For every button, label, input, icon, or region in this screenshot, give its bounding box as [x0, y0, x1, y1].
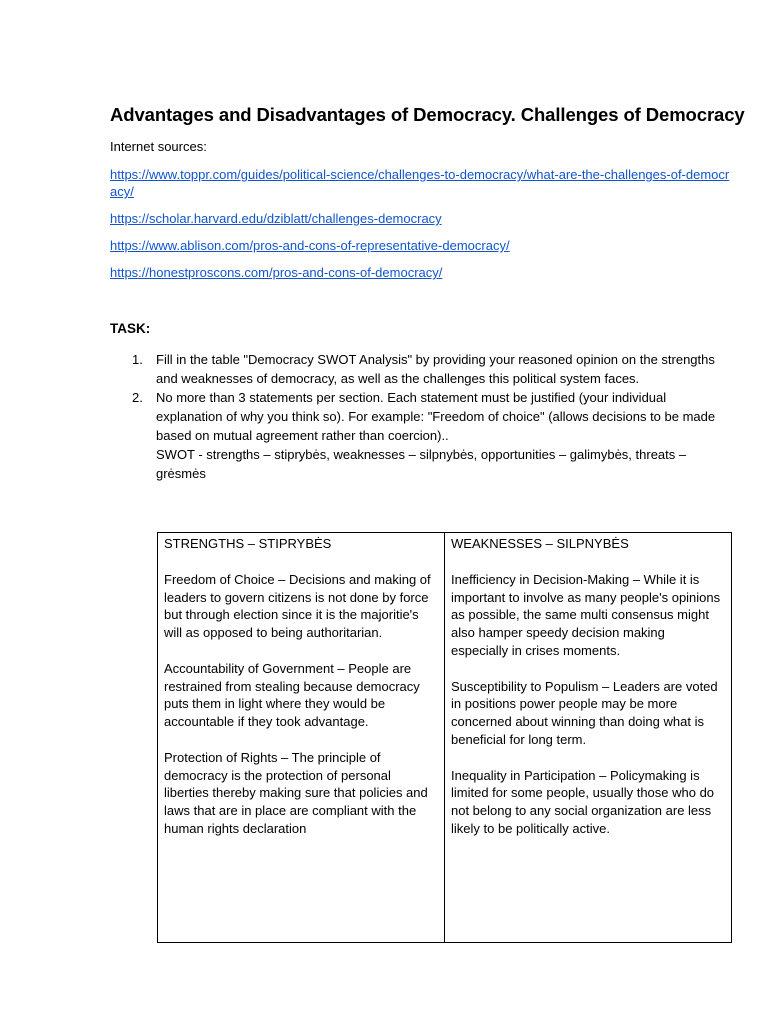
task-item-2 [128, 388, 730, 483]
document-title: Advantages and Disadvantages of Democracy. Challenges of Democracy [110, 104, 745, 125]
task-text: Fill in the table "Democracy SWOT Analysis" by providing your reasoned opinion on the strengths and weaknesses of democracy, as well as the challenges this political system faces. [156, 352, 715, 386]
swot-translation-note: SWOT - strengths – stiprybės, weaknesses – silpnybės, opportunities – galimybės, threats – grėsmės [156, 447, 687, 481]
strength-item: Accountability of Government – People are restrained from stealing because democracy puts them in light where they would be accountable if they took advantage. [164, 660, 420, 730]
task-label: TASK: [110, 321, 151, 336]
task-item-1 [128, 350, 730, 388]
task-text: No more than 3 statements per section. Each statement must be justified (your individual explanation of why you think so). For example: "Freedom of choice" (allows decisions to be made based on mutual agreement rather than coercion).. [156, 390, 716, 443]
source-link-harvard[interactable]: https://scholar.harvard.edu/dziblatt/challenges-democracy [110, 211, 442, 226]
source-link-honestproscons[interactable]: https://honestproscons.com/pros-and-cons-of-democracy/ [110, 265, 443, 280]
strength-item: Freedom of Choice – Decisions and making of leaders to govern citizens is not done by force but through election since it is the majoritie's will as opposed to being authoritarian. [164, 571, 431, 641]
strengths-header: STRENGTHS – STIPRYBĖS [164, 536, 332, 551]
weakness-item: Susceptibility to Populism – Leaders are voted in positions power people may be more concerned about winning than doing what is beneficial for long term. [451, 678, 718, 747]
strength-item: Protection of Rights – The principle of democracy is the protection of personal liberties thereby making sure that policies and laws that are in place are compliant with the human rights declaration [164, 749, 428, 836]
source-link-toppr[interactable]: https://www.toppr.com/guides/political-science/challenges-to-democracy/what-are-the-challenges-of-democracy/ [110, 167, 730, 199]
source-links [110, 166, 730, 291]
swot-row [158, 533, 732, 943]
task-list [128, 350, 730, 483]
task-number: 1. [132, 352, 143, 367]
weakness-item: Inequality in Participation – Policymaking is limited for some people, usually those who do not belong to any social organization are less likely to be politically active. [451, 767, 715, 836]
weakness-item: Inefficiency in Decision-Making – While it is important to involve as many people's opinions as possible, the same multi consensus might also hamper speedy decision making especially in crises moments. [451, 571, 721, 658]
swot-table [157, 532, 732, 943]
weaknesses-cell[interactable] [445, 533, 732, 943]
sources-label: Internet sources: [110, 139, 207, 154]
weaknesses-header: WEAKNESSES – SILPNYBĖS [451, 536, 629, 551]
task-number: 2. [132, 390, 143, 405]
source-link-ablison[interactable]: https://www.ablison.com/pros-and-cons-of-representative-democracy/ [110, 238, 510, 253]
strengths-cell[interactable] [158, 533, 445, 943]
